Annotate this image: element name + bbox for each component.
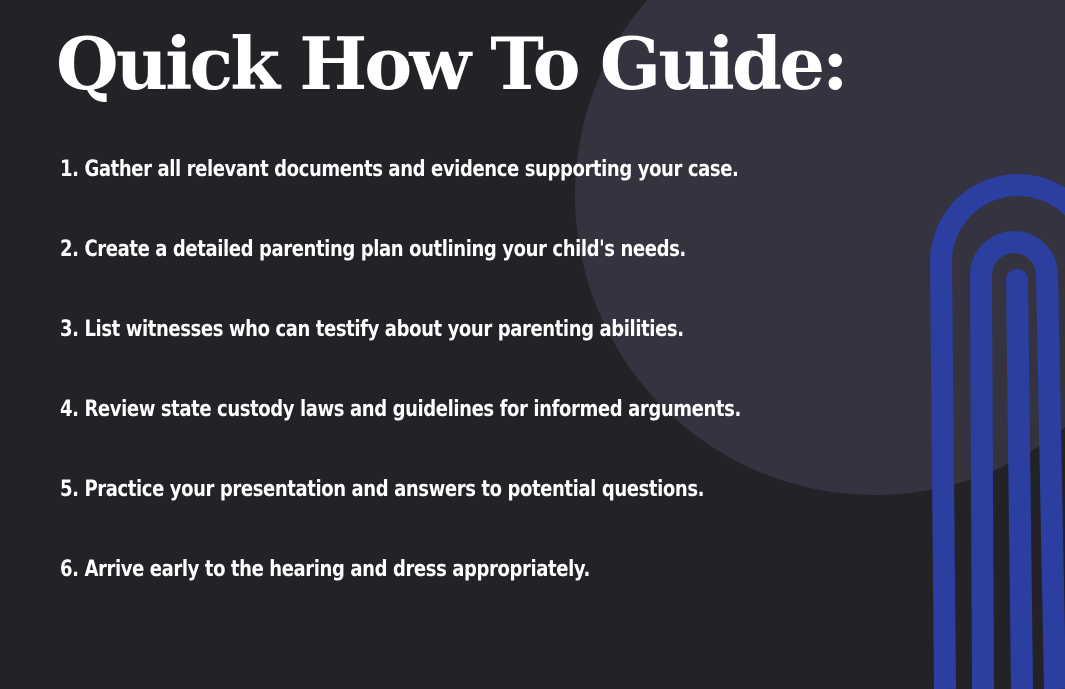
step-item: 5. Practice your presentation and answers to potential questions. xyxy=(60,477,705,502)
step-item: 1. Gather all relevant documents and evidence supporting your case. xyxy=(60,157,739,182)
step-item: 4. Review state custody laws and guidelines for informed arguments. xyxy=(60,397,741,422)
step-item: 6. Arrive early to the hearing and dress appropriately. xyxy=(60,557,591,582)
page-title: Quick How To Guide: xyxy=(56,21,846,106)
inner-arch xyxy=(1017,280,1022,689)
step-item: 2. Create a detailed parenting plan outlining your child's needs. xyxy=(60,237,686,262)
step-item: 3. List witnesses who can testify about your parenting abilities. xyxy=(60,317,684,342)
steps-list xyxy=(60,150,890,630)
